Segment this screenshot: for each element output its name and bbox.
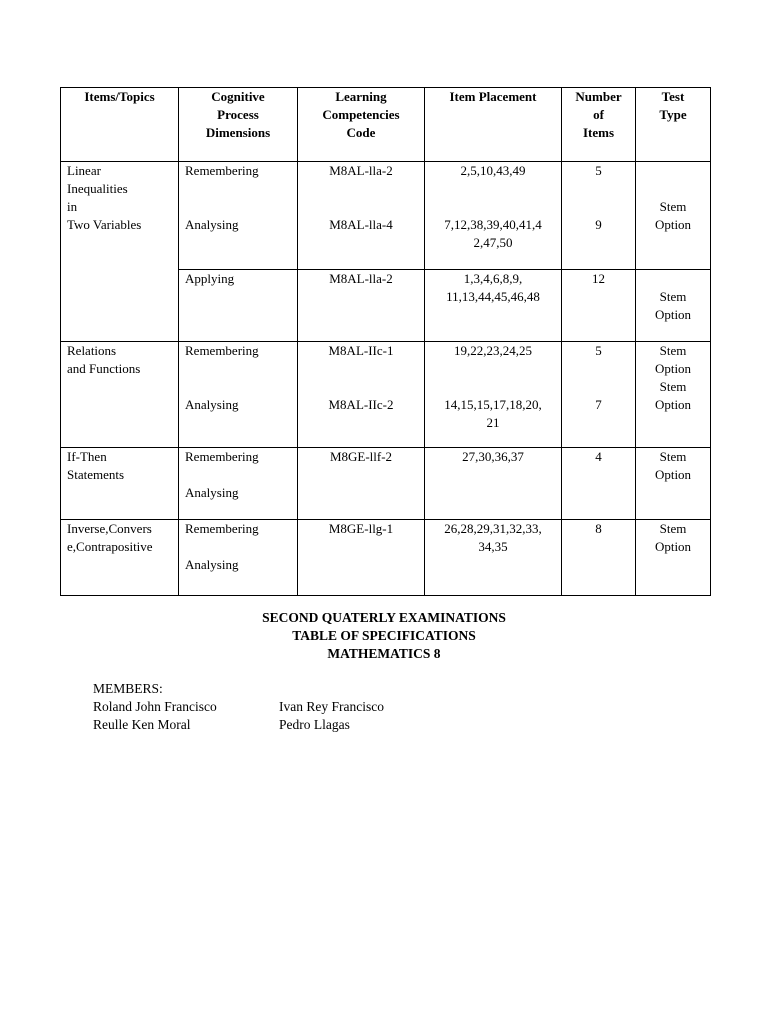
competency-code-cell: M8GE-llf-2 (298, 448, 425, 520)
competency-code-cell: M8AL-IIc-1 M8AL-IIc-2 (298, 342, 425, 448)
number-of-items-cell: 4 (562, 448, 636, 520)
cognitive-cell: Remembering Analysing (179, 448, 298, 520)
title-line-table: TABLE OF SPECIFICATIONS (292, 628, 476, 643)
member-name: Ivan Rey Francisco (279, 699, 384, 714)
header-cognitive-process: Cognitive Process Dimensions (179, 88, 298, 162)
competency-code-cell: M8AL-lla-2 M8AL-lla-4 (298, 162, 425, 270)
table-row (61, 448, 711, 520)
item-placement-cell: 19,22,23,24,25 14,15,15,17,18,20, 21 (425, 342, 562, 448)
member-name: Roland John Francisco (93, 699, 217, 714)
test-type-cell: Stem Option (636, 520, 711, 596)
cognitive-cell: Applying (179, 270, 298, 342)
members-label: MEMBERS: (93, 681, 163, 696)
topic-cell: If-Then Statements (61, 448, 179, 520)
table-row (61, 342, 711, 448)
header-number-of-items: Number of Items (562, 88, 636, 162)
cognitive-cell: Remembering Analysing (179, 342, 298, 448)
topic-cell: Relations and Functions (61, 342, 179, 448)
table-of-specifications (60, 87, 711, 596)
topic-cell: Linear Inequalities in Two Variables (61, 162, 179, 342)
test-type-cell: Stem Option (636, 270, 711, 342)
header-test-type: Test Type (636, 88, 711, 162)
topic-cell: Inverse,Convers e,Contrapositive (61, 520, 179, 596)
table-row (61, 520, 711, 596)
table-row (61, 162, 711, 270)
test-type-cell: Stem Option (636, 448, 711, 520)
item-placement-cell: 2,5,10,43,49 7,12,38,39,40,41,4 2,47,50 (425, 162, 562, 270)
item-placement-cell: 1,3,4,6,8,9, 11,13,44,45,46,48 (425, 270, 562, 342)
header-learning-competencies: Learning Competencies Code (298, 88, 425, 162)
title-line-exam: SECOND QUATERLY EXAMINATIONS (262, 610, 506, 625)
competency-code-cell: M8AL-lla-2 (298, 270, 425, 342)
item-placement-cell: 27,30,36,37 (425, 448, 562, 520)
member-name: Pedro Llagas (279, 717, 350, 732)
item-placement-cell: 26,28,29,31,32,33, 34,35 (425, 520, 562, 596)
test-type-cell: Stem Option Stem Option (636, 342, 711, 448)
number-of-items-cell: 8 (562, 520, 636, 596)
header-items-topics: Items/Topics (61, 88, 179, 162)
member-name: Reulle Ken Moral (93, 717, 191, 732)
document-title (0, 609, 768, 663)
competency-code-cell: M8GE-llg-1 (298, 520, 425, 596)
number-of-items-cell: 5 7 (562, 342, 636, 448)
number-of-items-cell: 5 9 (562, 162, 636, 270)
cognitive-cell: Remembering Analysing (179, 520, 298, 596)
table-header-row (61, 88, 711, 162)
header-item-placement: Item Placement (425, 88, 562, 162)
title-line-subject: MATHEMATICS 8 (327, 646, 441, 661)
cognitive-cell: Remembering Analysing (179, 162, 298, 270)
number-of-items-cell: 12 (562, 270, 636, 342)
test-type-cell: Stem Option (636, 162, 711, 270)
